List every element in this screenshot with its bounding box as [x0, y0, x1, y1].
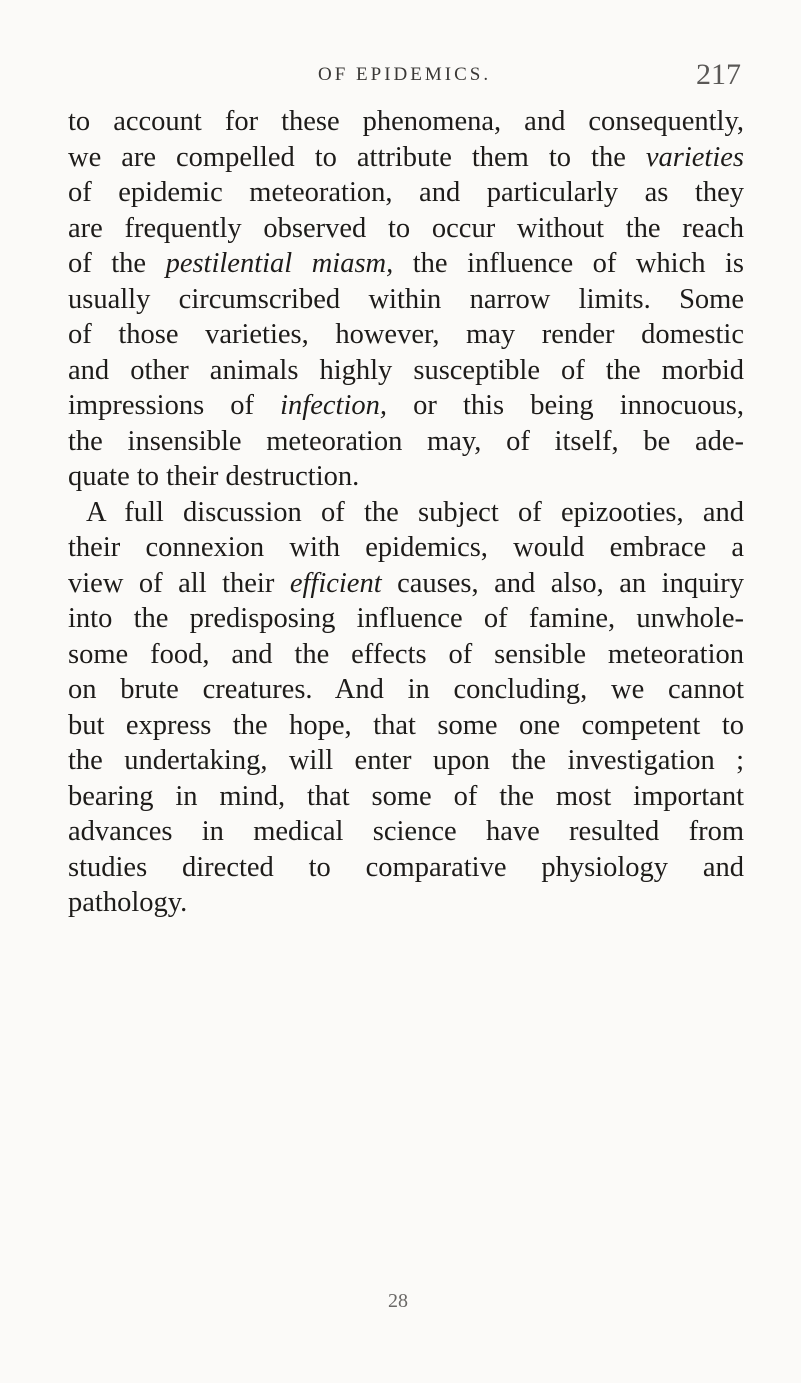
italic-text: pestilential miasm,	[165, 248, 394, 279]
text-line: and other animals highly susceptible of the morbid	[68, 354, 744, 386]
text-line: impressions of infection, or this being innocuous,	[68, 390, 744, 421]
text-line: bearing in mind, that some of the most important	[68, 780, 744, 812]
text-line: some food, and the effects of sensible meteoration	[68, 638, 744, 670]
text-line: of those varieties, however, may render domestic	[68, 319, 744, 350]
text-line: to account for these phenomena, and consequently,	[68, 106, 744, 137]
running-title: OF EPIDEMICS.	[318, 64, 492, 85]
text-line: advances in medical science have resulted from	[68, 816, 744, 847]
text-line: studies directed to comparative physiology and	[68, 851, 744, 883]
text-line: usually circumscribed within narrow limits. Some	[68, 283, 744, 315]
text-line: of epidemic meteoration, and particularly as they	[68, 177, 744, 208]
text-line: view of all their efficient causes, and also, an inquiry	[68, 567, 744, 599]
text-line: A full discussion of the subject of epizooties, and	[86, 496, 744, 528]
text-line: their connexion with epidemics, would embrace a	[68, 532, 744, 563]
italic-text: varieties	[645, 141, 744, 173]
text-line: but express the hope, that some one competent to	[68, 709, 744, 741]
text-line: of the pestilential miasm, the influence of which is	[68, 248, 744, 279]
body-text	[68, 104, 744, 921]
text-line: pathology.	[68, 887, 188, 918]
text-line: are frequently observed to occur without the reach	[68, 212, 744, 244]
signature-mark: 28	[388, 1290, 408, 1312]
text-line: into the predisposing influence of famine, unwhole-	[68, 603, 744, 634]
running-head	[0, 58, 801, 96]
italic-text: infection,	[280, 390, 387, 421]
page-number: 217	[696, 58, 741, 91]
italic-text: efficient	[289, 567, 382, 599]
text-line: we are compelled to attribute them to the varieties	[68, 141, 744, 173]
text-line: the undertaking, will enter upon the investigation ;	[68, 745, 744, 776]
text-line: quate to their destruction.	[68, 461, 360, 492]
text-line: the insensible meteoration may, of itself, be ade-	[68, 425, 744, 457]
text-line: on brute creatures. And in concluding, we cannot	[68, 674, 744, 705]
